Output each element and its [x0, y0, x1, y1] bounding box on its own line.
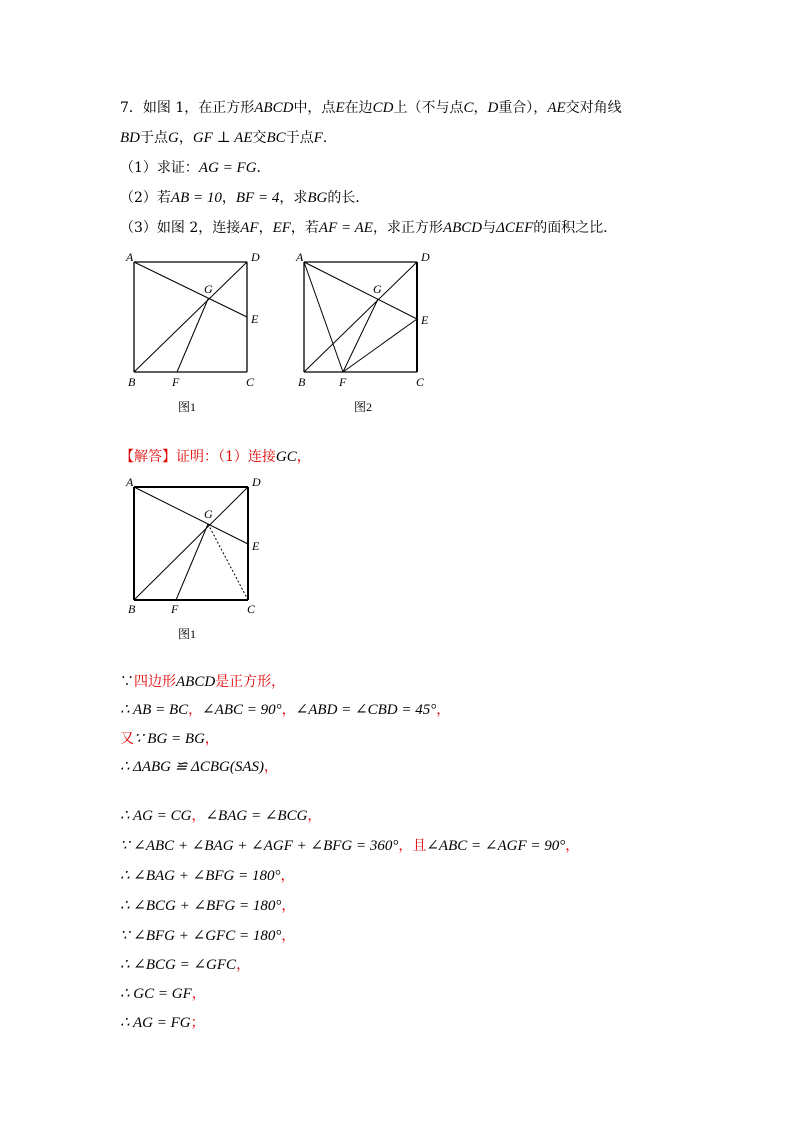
label-a: A	[126, 475, 134, 489]
proof-line-11	[120, 984, 206, 1004]
proof-line-12	[120, 1013, 205, 1033]
math: ΔCEF	[496, 220, 534, 236]
text: ，	[178, 130, 193, 146]
caption-figure-1: 图1	[178, 627, 197, 641]
math: ∴ GC = GF	[120, 986, 192, 1002]
math: ABCD	[176, 674, 216, 690]
label-f: F	[172, 375, 180, 389]
text: 的面积之比．	[533, 220, 618, 236]
solution-figure-1	[120, 472, 270, 647]
math: CD	[372, 100, 394, 116]
segment-ae	[134, 487, 248, 544]
text: ，	[204, 731, 219, 747]
text: ，	[236, 957, 251, 973]
math: ∠ABD = ∠CBD = 45°	[295, 702, 437, 718]
math: ∴ ΔABG ≌ ΔCBG(SAS)	[120, 759, 265, 775]
label-c: C	[247, 602, 256, 616]
math: AE	[547, 100, 566, 116]
proof-line-8	[120, 896, 295, 916]
label-b: B	[128, 375, 136, 389]
text: 【解答】证明：（1）连接	[120, 449, 276, 465]
text: ，	[281, 898, 296, 914]
text: ．	[322, 130, 337, 146]
label-d: D	[252, 475, 261, 489]
text: 重合），	[498, 100, 548, 116]
text: 的长．	[327, 190, 370, 206]
math: GC	[275, 449, 297, 465]
math: EF	[272, 220, 291, 236]
text: 交对角线	[565, 100, 622, 116]
label-g: G	[204, 507, 213, 521]
label-f: F	[171, 602, 179, 616]
text: 交	[252, 130, 267, 146]
math: AF	[240, 220, 259, 236]
text: ，	[280, 868, 295, 884]
diagonal-bd	[134, 262, 247, 372]
solution-header	[120, 447, 311, 467]
math: GF ⊥ AE	[192, 130, 253, 146]
math: ∴ AG = CG	[120, 808, 192, 824]
math: ∵ ∠BFG + ∠GFC = 180°	[120, 928, 282, 944]
math: ∠ABC = ∠AGF = 90°	[426, 838, 566, 854]
text: ，	[264, 759, 279, 775]
proof-line-5	[120, 806, 321, 826]
math: ∴ ∠BCG = ∠GFC	[120, 957, 237, 973]
proof-line-6	[120, 836, 579, 856]
text: 于点	[285, 130, 314, 146]
math: BC	[266, 130, 286, 146]
math: ∴ AB = BC	[120, 702, 189, 718]
proof-line-9	[120, 926, 295, 946]
proof-line-3	[120, 729, 219, 749]
diagonal-bd	[304, 262, 417, 372]
math: ∴ ∠BCG + ∠BFG = 180°	[120, 898, 282, 914]
label-g: G	[373, 282, 382, 296]
math: AG = FG	[198, 160, 257, 176]
label-a: A	[296, 250, 304, 264]
label-f: F	[339, 375, 347, 389]
text: ，	[436, 702, 451, 718]
math: F	[313, 130, 323, 146]
text: 中，点	[293, 100, 336, 116]
text: ，	[258, 220, 273, 236]
text: 是正方形，	[215, 674, 286, 690]
proof-line-10	[120, 955, 250, 975]
label-g: G	[204, 282, 213, 296]
text: 上（不与点	[393, 100, 464, 116]
caption-figure-1: 图1	[178, 400, 197, 414]
proof-line-4	[120, 757, 278, 777]
text: ，	[191, 808, 206, 824]
text: ，求	[279, 190, 308, 206]
question-2	[120, 188, 369, 208]
label-c: C	[416, 375, 425, 389]
text: 四边形	[134, 674, 176, 690]
text: ，	[191, 986, 206, 1002]
text: （2）若	[120, 190, 171, 206]
math: ABCD	[442, 220, 483, 236]
text: ，	[565, 838, 580, 854]
text: 于点	[140, 130, 168, 146]
label-e: E	[421, 313, 429, 327]
text: 在边	[344, 100, 373, 116]
text: 又	[120, 731, 134, 747]
math: BG	[307, 190, 328, 206]
proof-line-2	[120, 700, 450, 720]
diagonal-bd	[134, 487, 248, 600]
math: ABCD	[254, 100, 294, 116]
text: ，	[281, 702, 296, 718]
label-e: E	[252, 539, 260, 553]
proof-line-7	[120, 866, 295, 886]
text: ．	[256, 160, 271, 176]
math: G	[168, 130, 179, 146]
math: ∴ AG = FG	[120, 1015, 191, 1031]
math: C	[463, 100, 474, 116]
text: ，	[307, 808, 322, 824]
label-e: E	[251, 312, 259, 326]
label-d: D	[421, 250, 430, 264]
segment-gf	[343, 299, 378, 372]
math: ∠BAG = ∠BCG	[205, 808, 308, 824]
math: ∵ ∠ABC + ∠BAG + ∠AGF + ∠BFG = 360°	[120, 838, 399, 854]
text: 与	[482, 220, 497, 236]
text: ，求正方形	[372, 220, 443, 236]
problem-line-2	[120, 128, 337, 148]
proof-line-1	[120, 672, 285, 692]
label-a: A	[126, 250, 134, 264]
text: ，	[473, 100, 488, 116]
math: ∴ ∠BAG + ∠BFG = 180°	[120, 868, 281, 884]
label-d: D	[251, 250, 260, 264]
math: ∵	[120, 674, 134, 690]
figure-1	[120, 245, 270, 420]
segment-ef	[343, 319, 417, 372]
label-b: B	[128, 602, 136, 616]
text: ，	[281, 928, 296, 944]
question-1	[120, 158, 271, 178]
math: D	[487, 100, 499, 116]
math: ∵ BG = BG	[134, 731, 205, 747]
segment-gc-dotted	[208, 524, 248, 600]
text: ，	[188, 702, 203, 718]
text: ；	[190, 1015, 205, 1031]
caption-figure-2: 图2	[354, 400, 373, 414]
label-c: C	[246, 375, 255, 389]
segment-ae	[134, 262, 247, 317]
math: BD	[120, 130, 140, 146]
text: （1）求证：	[120, 160, 199, 176]
text: ，若	[290, 220, 319, 236]
math: AF = AE	[318, 220, 373, 236]
text: （3）如图 2，连接	[120, 220, 241, 236]
question-3	[120, 218, 617, 238]
segment-gf	[177, 299, 208, 372]
segment-gf	[176, 524, 208, 600]
problem-line-1	[120, 98, 622, 118]
math: E	[335, 100, 345, 116]
label-b: B	[298, 375, 306, 389]
text: ，	[221, 190, 236, 206]
text: ，且	[398, 838, 427, 854]
math: BF = 4	[235, 190, 280, 206]
math: AB = 10	[170, 190, 222, 206]
text: 7．如图 1，在正方形	[120, 100, 255, 116]
math: ∠ABC = 90°	[202, 702, 282, 718]
figure-2	[290, 245, 450, 420]
text: ，	[296, 449, 311, 465]
